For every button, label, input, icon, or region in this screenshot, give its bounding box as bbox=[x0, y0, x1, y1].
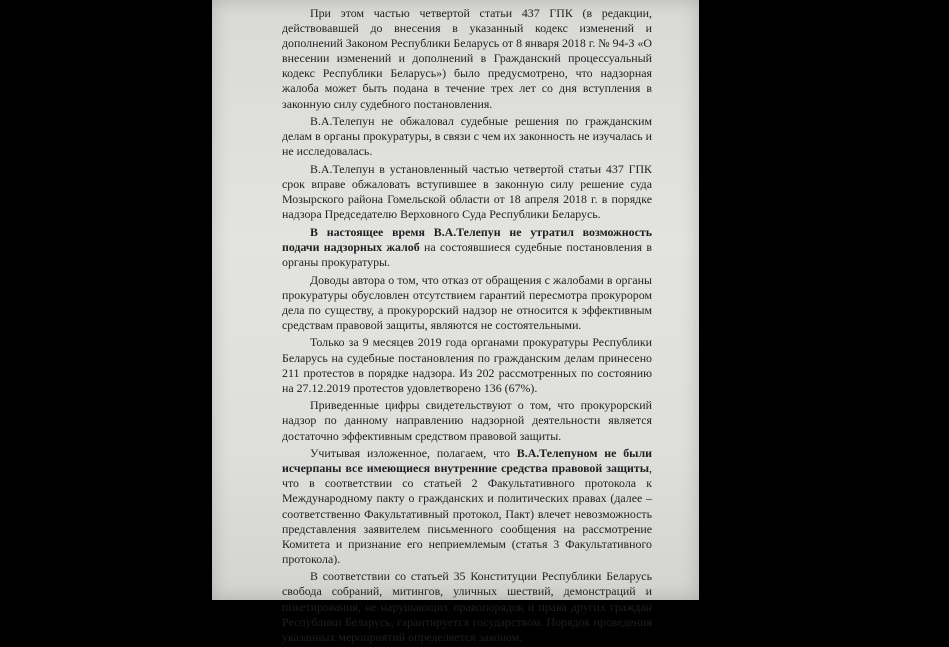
paragraph-6 bbox=[282, 335, 652, 395]
paragraph-text: В соответствии со статьей 35 Конституции Республики Беларусь свобода собраний, митингов, уличных шествий, демонстраций и пикетирования, не нарушающих правопорядок и права других граждан Республики Беларусь, гарантируется государством. Порядок проведения указанных мероприятий определяется законом. bbox=[282, 569, 652, 644]
paragraph-3 bbox=[282, 162, 652, 222]
paragraph-text: Доводы автора о том, что отказ от обращения с жалобами в органы прокуратуры обусловлен отсутствием гарантий пересмотра прокурором дела по существу, а прокурорский надзор не относится к эффективным средствам правовой защиты, являются не состоятельными. bbox=[282, 272, 652, 332]
paragraph-bold-text: В.А.Телепуном не были исчерпаны все имеющиеся внутренние средства правовой защиты bbox=[282, 446, 652, 476]
paragraph-text: , что в соответствии со статьей 2 Факультативного протокола к Международному пакту о гражданских и политических правах (далее – соответственно Факультативный протокол, Пакт) влечет невозможность представления заявителем письменного сообщения на рассмотрение Комитета и признание его неприемлемым (статья 3 Факультативного протокола). bbox=[282, 461, 652, 566]
paragraph-8 bbox=[282, 446, 652, 567]
paragraph-text: Только за 9 месяцев 2019 года органами прокуратуры Республики Беларусь на судебные постановления по гражданским делам принесено 211 протестов в порядке надзора. Из 202 рассмотренных по состоянию на 27.12.2019 протестов удовлетворено 136 (67%). bbox=[282, 335, 652, 395]
paragraph-1 bbox=[282, 6, 652, 112]
paragraph-text: Приведенные цифры свидетельствуют о том, что прокурорский надзор по данному направлению надзорной деятельности является достаточно эффективным средством правовой защиты. bbox=[282, 398, 652, 443]
paragraph-4 bbox=[282, 225, 652, 270]
paragraph-text: Учитывая изложенное, полагаем, что bbox=[310, 446, 517, 461]
paragraph-2 bbox=[282, 114, 652, 159]
document-page bbox=[212, 0, 699, 644]
paragraph-bold-text: В настоящее время В.А.Телепун не утратил возможность подачи надзорных жалоб bbox=[282, 224, 652, 254]
paragraph-text: В.А.Телепун в установленный частью четвертой статьи 437 ГПК срок вправе обжаловать вступившее в законную силу решение суда Мозырского района Гомельской области от 18 апреля 2018 г. в порядке надзора Председателю Верховного Суда Республики Беларусь. bbox=[282, 161, 652, 222]
paragraph-text: на состоявшиеся судебные постановления в органы прокуратуры. bbox=[282, 239, 652, 269]
paragraph-text: В.А.Телепун не обжаловал судебные решения по гражданским делам в органы прокуратуры, в связи с чем их законность не изучалась и не исследовалась. bbox=[282, 114, 652, 159]
paragraph-text: При этом частью четвертой статьи 437 ГПК (в редакции, действовавшей до внесения в указанный кодекс изменений и дополнений Законом Республики Беларусь от 8 января 2018 г. № 94-З «О внесении изменений и дополнений в Гражданский процессуальный кодекс Республики Беларусь») было предусмотрено, что надзорная жалоба может быть подана в течение трех лет со дня вступления в законную силу судебного постановления. bbox=[282, 6, 652, 111]
paragraph-5 bbox=[282, 273, 652, 333]
document-body bbox=[282, 6, 652, 647]
paragraph-9 bbox=[282, 569, 652, 644]
paragraph-7 bbox=[282, 398, 652, 443]
